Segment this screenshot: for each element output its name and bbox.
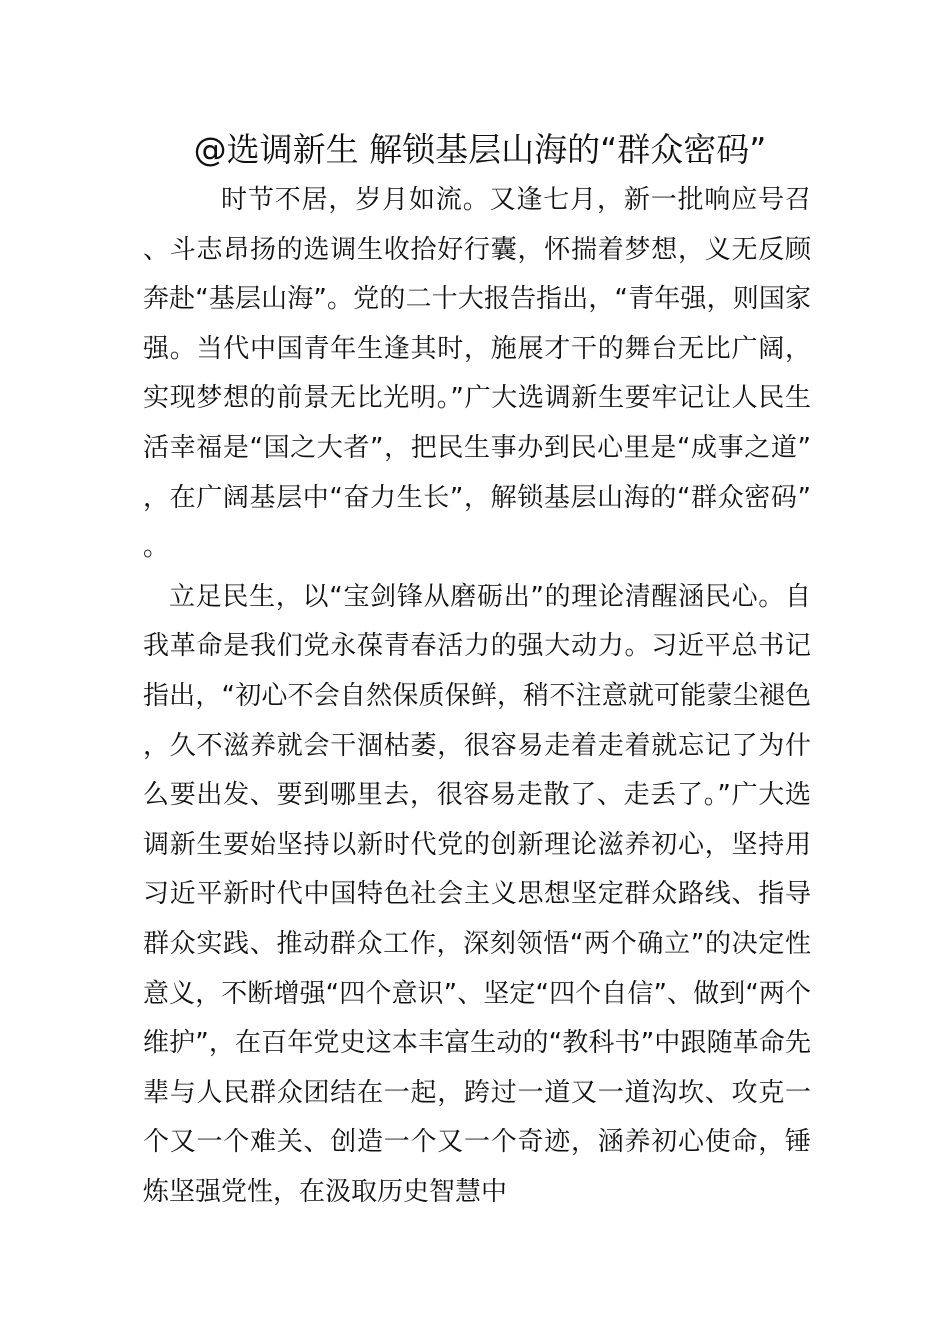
paragraph-livelihood: 立足民生，以“宝剑锋从磨砺出”的理论清醒涵民心。自我革命是我们党永葆青春活力的强大动力。习近平总书记指出，“初心不会自然保质保鲜，稍不注意就可能蒙尘褪色，久不滋养就会干涸枯萎，很容易走着走着就忘记了为什么要出发、要到哪里去，很容易走散了、走丢了。”广大选调新生要始坚持以新时代党的创新理论滋养初心，坚持用习近平新时代中国特色社会主义思想坚定群众路线、指导群众实践、推动群众工作，深刻领悟“两个确立”的决定性意义，不断增强“四个意识”、坚定“四个自信”、做到“两个维护”，在百年党史这本丰富生动的“教科书”中跟随革命先辈与人民群众团结在一起，跨过一道又一道沟坎、攻克一个又一个难关、创造一个又一个奇迹，涵养初心使命，锤炼坚强党性，在汲取历史智慧中	[143, 581, 811, 1207]
document-title: @选调新生 解锁基层山海的“群众密码”	[193, 130, 767, 169]
paragraph-intro: 时节不居，岁月如流。又逢七月，新一批响应号召、斗志昂扬的选调生收拾好行囊，怀揣着梦想，义无反顾奔赴“基层山海”。党的二十大报告指出，“青年强，则国家强。当代中国青年生逢其时，施展才干的舞台无比广阔，实现梦想的前景无比光明。”广大选调新生要牢记让人民生活幸福是“国之大者”，把民生事办到民心里是“成事之道”，在广阔基层中“奋力生长”，解锁基层山海的“群众密码”。	[143, 185, 811, 563]
document-body	[143, 176, 811, 1217]
